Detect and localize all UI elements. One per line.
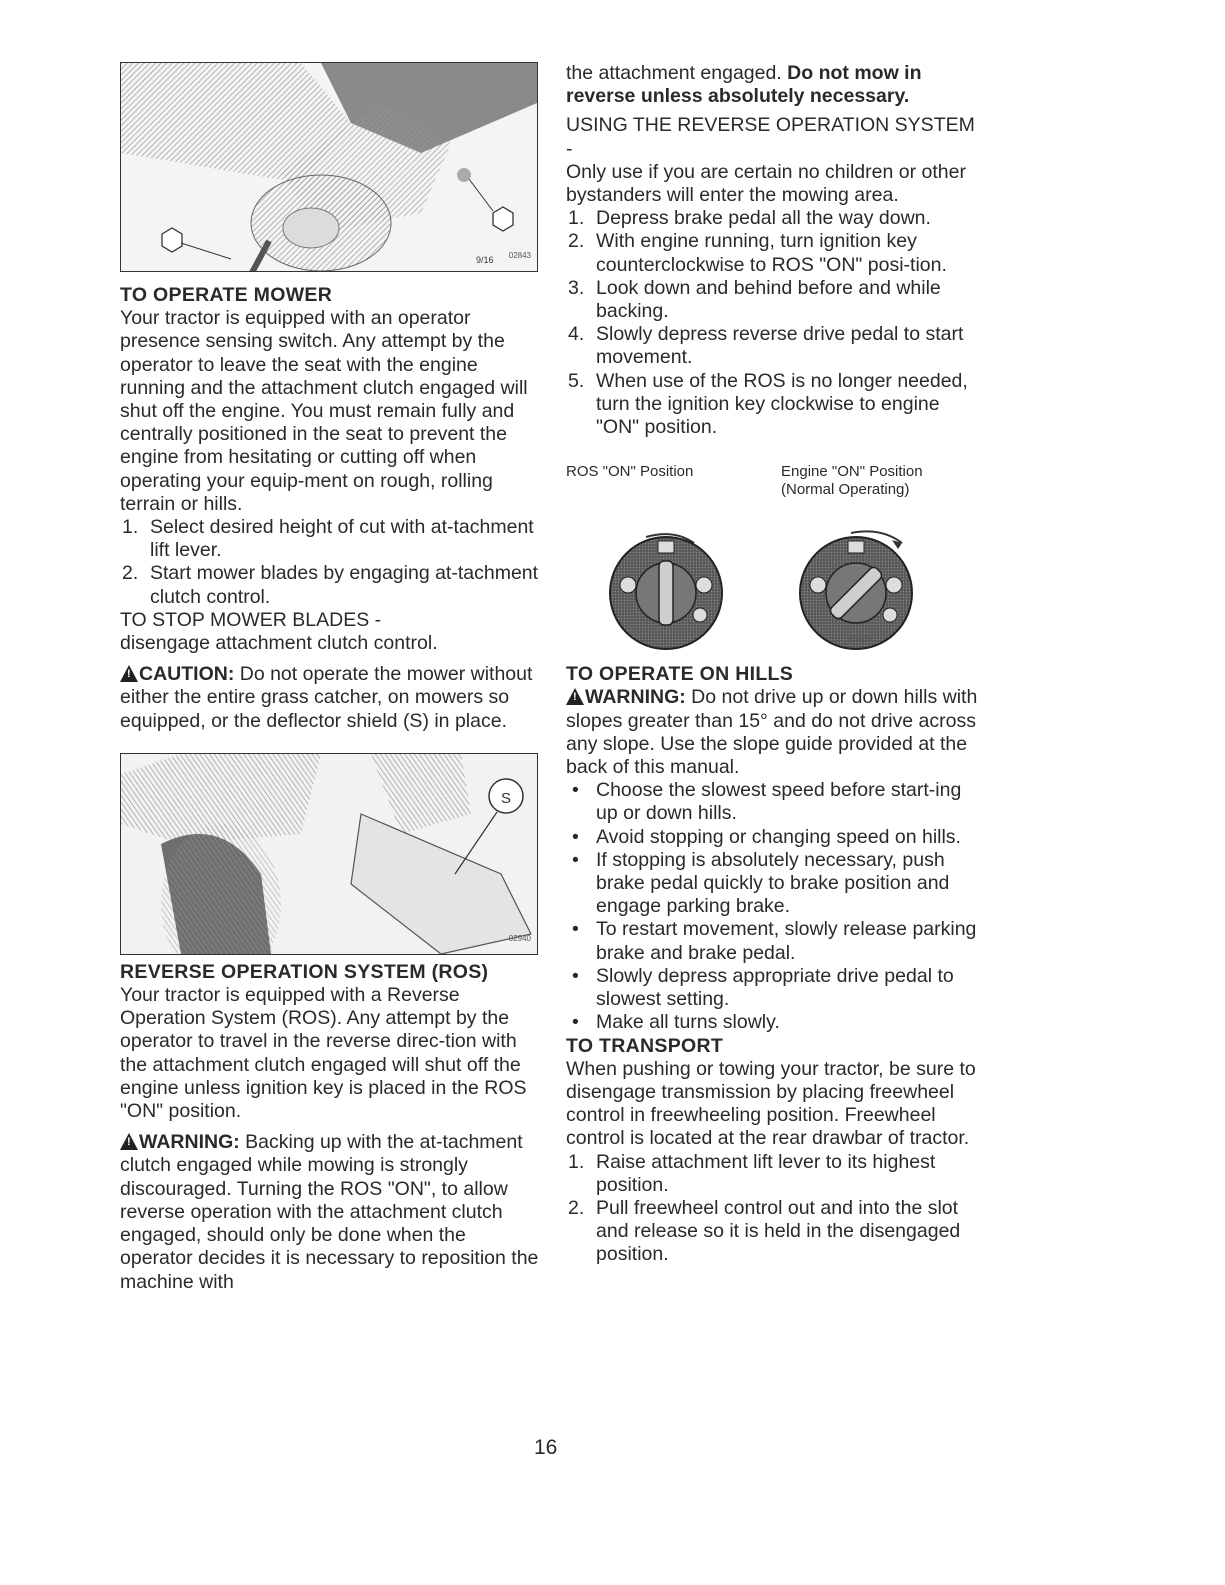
list-item: 3. Look down and behind before and while backing. — [568, 276, 941, 323]
warning-triangle-icon: ! — [120, 665, 138, 682]
using-ros-steps — [566, 207, 981, 439]
stop-blades-body: disengage attachment clutch control. — [120, 632, 438, 655]
list-item: 2. Start mower blades by engaging at-tachment clutch control. — [122, 562, 539, 608]
wheel-bolt-figure — [120, 62, 538, 272]
list-item: • Choose the slowest speed before start-ing up or down hills. — [572, 779, 962, 825]
ros-body: Your tractor is equipped with a Reverse Operation System (ROS). Any attempt by the operator to travel in the reverse direc-tion with the attachment clutch engaged will shut off the engine unless ignition key is placed in the ROS "ON" position. — [120, 984, 527, 1123]
list-item: 2. Pull freewheel control out and into the slot and release so it is held in the disengaged position. — [568, 1196, 961, 1266]
engine-on-position-label: Engine "ON" Position (Normal Operating) — [781, 463, 923, 499]
warning-triangle-icon: ! — [566, 688, 584, 705]
wheel-bolt-illustration — [121, 63, 537, 271]
warning-word: WARNING: — [585, 686, 686, 709]
ros-on-dial — [610, 534, 722, 649]
list-item: 1. Depress brake pedal all the way down. — [568, 207, 931, 230]
figure-code: 02843 — [508, 250, 531, 260]
deflector-shield-figure — [120, 753, 538, 955]
ros-on-position-label: ROS "ON" Position — [566, 463, 694, 481]
operate-mower-body: Your tractor is equipped with an operator presence sensing switch. Any attempt by the operator to leave the seat with the engine running and the attachment clutch engaged will shut off the engine. You must remain fully and centrally positioned in the seat to prevent the engine from hesitating or cutting off when operating your equip-ment on rough, rolling terrain or hills. — [120, 307, 528, 515]
stop-blades-title: TO STOP MOWER BLADES - — [120, 608, 382, 631]
operate-mower-steps — [120, 516, 540, 609]
reverse-mow-warning: Do not mow in reverse unless absolutely necessary. — [566, 62, 922, 108]
figure-code: 03000 — [848, 635, 871, 645]
list-item: 1. Select desired height of cut with at-tachment lift lever. — [122, 516, 534, 562]
list-item: 1. Raise attachment lift lever to its highest position. — [568, 1150, 936, 1196]
deflector-illustration — [121, 754, 537, 954]
ignition-dials — [566, 503, 981, 653]
ignition-switch-diagram — [566, 503, 981, 653]
right-column — [566, 62, 981, 1267]
warning-text: Do not drive up or down hills with slopes greater than 15° and do not drive across any slope. Use the slope guide provided at the back of this manual. — [566, 686, 978, 779]
continued-text: the attachment engaged. Do not mow in reverse unless absolutely necessary. — [566, 62, 922, 108]
using-ros-body: Only use if you are certain no children or other bystanders will enter the mowing area. — [566, 160, 966, 207]
warning-word: WARNING: — [139, 1131, 240, 1154]
ignition-position-labels — [566, 463, 981, 499]
hills-heading: TO OPERATE ON HILLS — [566, 663, 794, 686]
transport-steps — [566, 1151, 981, 1267]
left-column — [120, 62, 540, 1294]
ros-heading: REVERSE OPERATION SYSTEM (ROS) — [120, 960, 489, 983]
caution-notice — [120, 663, 540, 733]
list-item: • If stopping is absolutely necessary, push brake pedal quickly to brake position and engage parking brake. — [572, 848, 950, 918]
caution-text: Do not operate the mower without either the entire grass catcher, on mowers so equipped, or the deflector shield (S) in place. — [120, 663, 533, 732]
wrench-size-a: 9/16 — [476, 255, 494, 265]
hills-bullets — [566, 779, 981, 1034]
warning-triangle-icon: ! — [120, 1133, 138, 1150]
figure-code: 02940 — [508, 933, 531, 943]
list-item: • Avoid stopping or changing speed on hills. — [572, 825, 961, 848]
list-item: • Slowly depress appropriate drive pedal to slowest setting. — [572, 964, 954, 1011]
using-ros-title: USING THE REVERSE OPERATION SYSTEM - — [566, 114, 975, 160]
operate-mower-heading: TO OPERATE MOWER — [120, 284, 333, 306]
hills-warning-notice — [566, 686, 981, 779]
list-item: 5. When use of the ROS is no longer needed, turn the ignition key clockwise to engine "ON" position. — [568, 369, 968, 439]
shield-label: S — [501, 789, 512, 807]
list-item: • To restart movement, slowly release parking brake and brake pedal. — [572, 918, 977, 964]
list-item: • Make all turns slowly. — [572, 1011, 780, 1034]
warning-text: Backing up with the at-tachment clutch engaged while mowing is strongly discouraged. Turning the ROS "ON", to allow reverse operation with the attachment clutch engaged, should only be done when the operator decides it is necessary to reposition the machine with — [120, 1131, 539, 1293]
page-number: 16 — [534, 1436, 558, 1459]
list-item: 2. With engine running, turn ignition key counterclockwise to ROS "ON" posi-tion. — [568, 230, 947, 276]
ros-warning-notice — [120, 1131, 540, 1293]
list-item: 4. Slowly depress reverse drive pedal to start movement. — [568, 323, 964, 369]
caution-word: CAUTION: — [139, 663, 235, 686]
transport-body: When pushing or towing your tractor, be sure to disengage transmission by placing freewheel control in freewheeling position. Freewheel control is located at the rear drawbar of tractor. — [566, 1057, 976, 1150]
transport-heading: TO TRANSPORT — [566, 1034, 724, 1057]
